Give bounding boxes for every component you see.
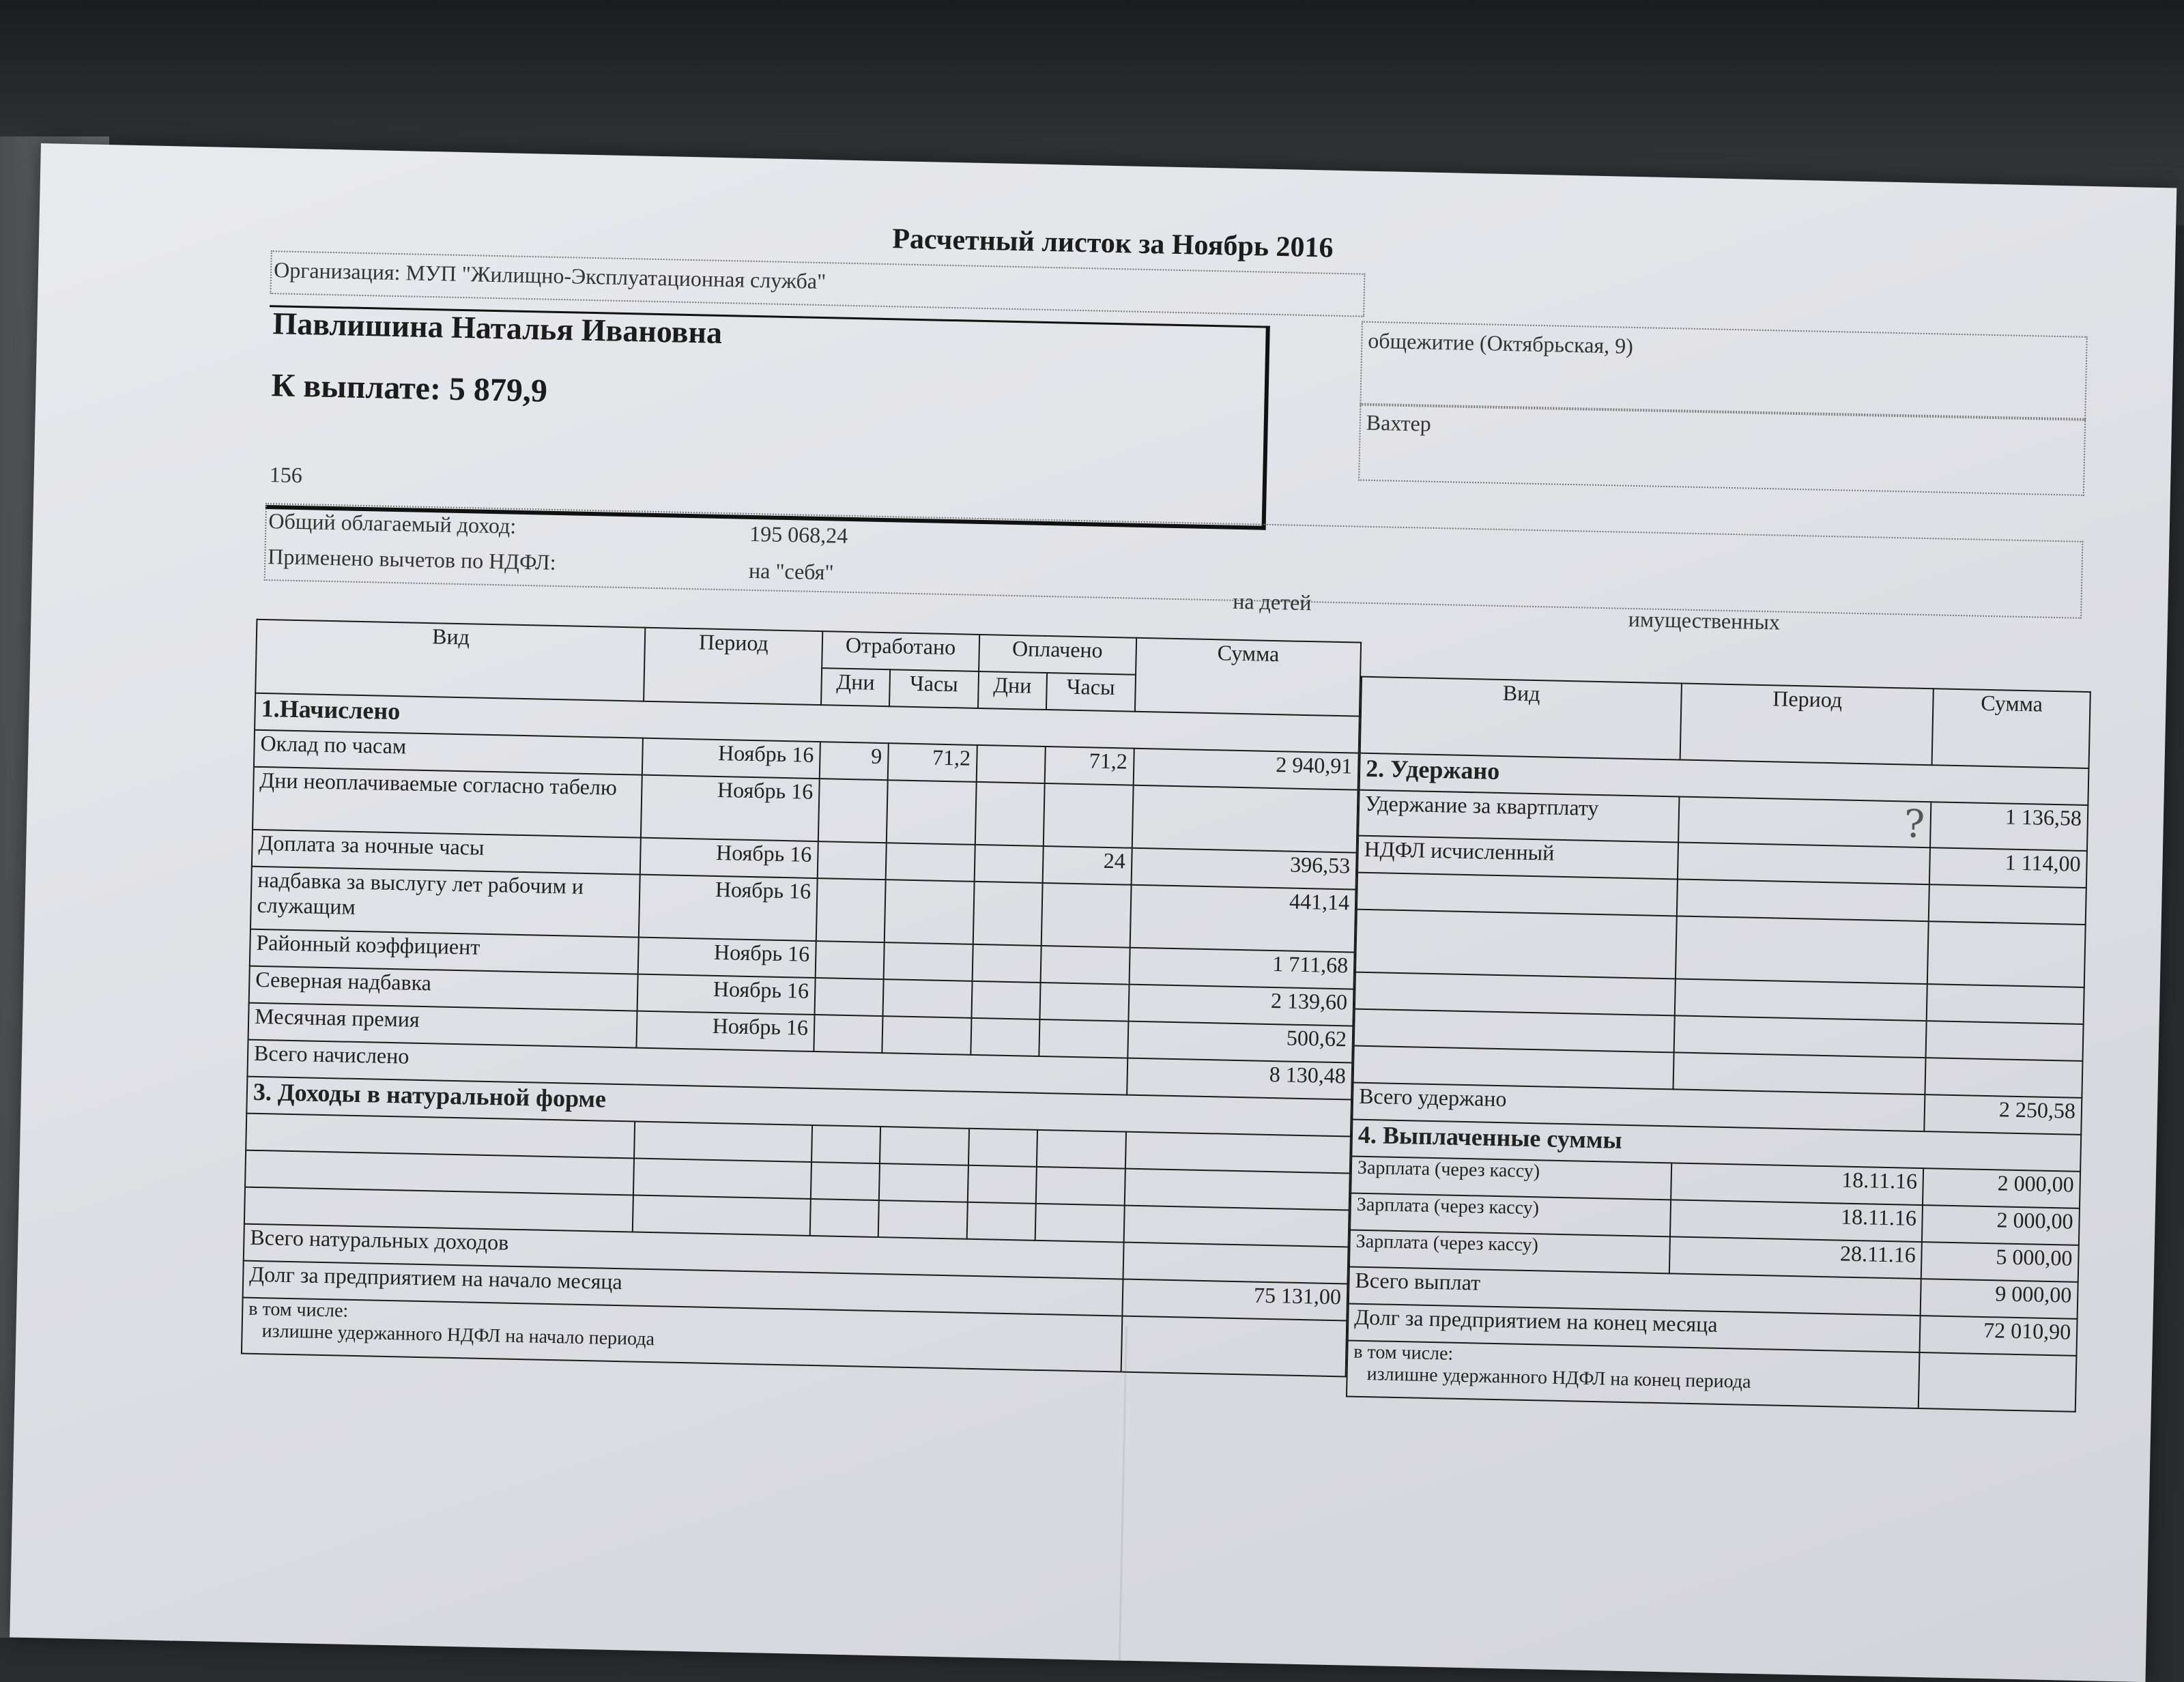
row-worked-hours (882, 979, 972, 1018)
debt-end-label: Долг за предприятием на конец месяца (1348, 1303, 1921, 1352)
payment-kind: Зарплата (через кассу) (1350, 1193, 1671, 1237)
deduction-self: на "себя" (748, 557, 834, 585)
row-worked-days (814, 978, 883, 1016)
row-paid-hours (1041, 883, 1131, 948)
total-natural-value (1123, 1243, 1349, 1284)
row-kind: Районный коэффициент (250, 929, 639, 974)
header-sum: Сумма (1134, 638, 1361, 716)
section-paid-amounts: 4. Выплаченные суммы (1351, 1120, 2081, 1172)
row-period (1678, 842, 1930, 884)
row-paid-days (976, 745, 1045, 783)
row-period: Ноябрь 16 (639, 875, 818, 941)
row-worked-days (818, 779, 888, 843)
including-label-right: в том числе: (1353, 1341, 1454, 1365)
payment-sum: 2 000,00 (1923, 1168, 2080, 1208)
position-label: Вахтер (1366, 409, 1432, 436)
payment-date: 18.11.16 (1670, 1200, 1923, 1242)
row-kind: НДФЛ исчисленный (1357, 836, 1678, 880)
position-box (1358, 403, 2086, 496)
row-sum: 396,53 (1131, 848, 1357, 890)
row-paid-hours (1039, 1019, 1128, 1058)
row-worked-hours (885, 843, 975, 882)
row-kind: Дни неоплачиваемые согласно табелю (253, 767, 642, 838)
row-worked-hours (883, 942, 973, 981)
withholdings-table (1346, 676, 2091, 1412)
row-worked-days (818, 841, 887, 880)
row-worked-days: 9 (820, 742, 889, 780)
total-withheld-value: 2 250,58 (1925, 1094, 2082, 1135)
payslip-sheet (10, 143, 2176, 1682)
header-kind-right: Вид (1360, 677, 1682, 760)
row-sum: 1 136,58 (1930, 802, 2088, 851)
deduction-property: имущественных (1628, 606, 1781, 635)
row-paid-hours (1040, 946, 1130, 985)
payslip-title: Расчетный листок за Ноябрь 2016 (891, 223, 1334, 264)
deductions-label: Применено вычетов по НДФЛ: (268, 544, 556, 575)
total-natural-label: Всего натуральных доходов (244, 1224, 1123, 1279)
payment-sum: 5 000,00 (1921, 1242, 2079, 1282)
header-sum-right: Сумма (1932, 688, 2090, 768)
row-kind: Удержание за квартплату (1358, 790, 1679, 843)
header-worked: Отработано (822, 631, 979, 671)
row-paid-days (974, 845, 1043, 883)
header-paid: Оплачено (979, 635, 1136, 675)
total-accrued-value: 8 130,48 (1127, 1058, 1353, 1100)
row-kind: Доплата за ночные часы (252, 830, 641, 875)
payment-date: 28.11.16 (1669, 1236, 1922, 1279)
section-natural-income: 3. Доходы в натуральной форме (246, 1077, 1351, 1137)
row-paid-days (971, 981, 1040, 1019)
row-worked-hours: 71,2 (887, 743, 977, 782)
debt-end-value: 72 010,90 (1920, 1316, 2078, 1356)
row-worked-hours (885, 880, 975, 944)
row-paid-hours (1043, 783, 1133, 848)
row-period: Ноябрь 16 (638, 938, 816, 978)
row-period: Ноябрь 16 (640, 838, 818, 878)
row-sum: 1 711,68 (1129, 948, 1355, 989)
header-paid-days: Дни (978, 671, 1047, 710)
row-sum (1132, 785, 1357, 853)
employee-number: 156 (269, 462, 303, 488)
row-kind: Оклад по часам (254, 730, 643, 775)
row-worked-hours (882, 1016, 971, 1055)
row-kind: Месячная премия (248, 1003, 637, 1048)
header-period-right: Период (1680, 684, 1934, 766)
row-period: Ноябрь 16 (637, 1011, 815, 1052)
taxable-label: Общий облагаемый доход: (268, 508, 517, 538)
payment-date: 18.11.16 (1671, 1163, 1923, 1205)
excess-end-label: излишне удержанного НДФЛ на конец периода (1366, 1363, 1751, 1393)
section-accrued: 1.Начислено (255, 693, 1360, 753)
header-paid-hours: Часы (1046, 673, 1136, 712)
row-paid-days (973, 882, 1042, 946)
total-accrued-label: Всего начислено (247, 1040, 1127, 1095)
header-worked-hours: Часы (889, 669, 979, 708)
row-sum: 2 139,60 (1128, 985, 1354, 1026)
header-period: Период (644, 628, 822, 705)
row-paid-days (971, 1018, 1039, 1056)
excess-start-label: излишне удержанного НДФЛ на начало периода (261, 1320, 655, 1350)
payment-kind: Зарплата (через кассу) (1351, 1157, 1671, 1200)
accruals-table (241, 619, 1362, 1378)
row-period: Ноябрь 16 (642, 738, 820, 779)
header-kind: Вид (255, 620, 645, 701)
row-paid-hours (1039, 983, 1129, 1021)
row-period (1678, 796, 1931, 847)
row-paid-days (972, 944, 1041, 983)
row-worked-hours (887, 780, 977, 845)
row-kind: надбавка за выслугу лет рабочим и служащим (250, 867, 640, 938)
payment-kind: Зарплата (через кассу) (1349, 1230, 1670, 1274)
row-sum: 1 114,00 (1929, 847, 2087, 888)
deduction-children: на детей (1232, 588, 1312, 615)
row-period: Ноябрь 16 (641, 775, 820, 841)
total-paid-label: Всего выплат (1349, 1267, 1921, 1316)
payment-sum: 2 000,00 (1922, 1205, 2080, 1245)
handwritten-question-mark: ? (1903, 802, 1925, 847)
organization: Организация: МУП "Жилищно-Эксплуатационная служба" (273, 257, 827, 294)
row-worked-days (816, 878, 886, 942)
row-sum: 500,62 (1127, 1021, 1353, 1063)
header-worked-days: Дни (821, 668, 890, 706)
row-paid-hours: 24 (1042, 846, 1132, 885)
row-paid-days (975, 782, 1044, 846)
total-paid-value: 9 000,00 (1921, 1279, 2078, 1319)
unit-label: общежитие (Октябрьская, 9) (1368, 328, 1634, 358)
section-withheld: 2. Удержано (1360, 753, 2089, 805)
row-sum: 2 940,91 (1133, 749, 1359, 790)
employee-name: Павлишина Наталья Ивановна (272, 306, 723, 350)
row-worked-days (814, 1015, 882, 1053)
total-withheld-label: Всего удержано (1352, 1083, 1925, 1132)
debt-start-value: 75 131,00 (1122, 1279, 1348, 1321)
row-sum: 441,14 (1130, 885, 1355, 953)
taxable-value: 195 068,24 (749, 521, 848, 548)
including-label: в том числе: (248, 1298, 349, 1322)
row-period: Ноябрь 16 (637, 974, 816, 1015)
row-worked-days (815, 941, 884, 979)
to-pay-amount: К выплате: 5 879,9 (271, 367, 548, 409)
debt-start-label: Долг за предприятием на начало месяца (243, 1261, 1123, 1316)
paper-fold (1119, 1326, 1127, 1661)
row-kind: Северная надбавка (249, 966, 638, 1011)
row-paid-hours: 71,2 (1044, 746, 1134, 785)
